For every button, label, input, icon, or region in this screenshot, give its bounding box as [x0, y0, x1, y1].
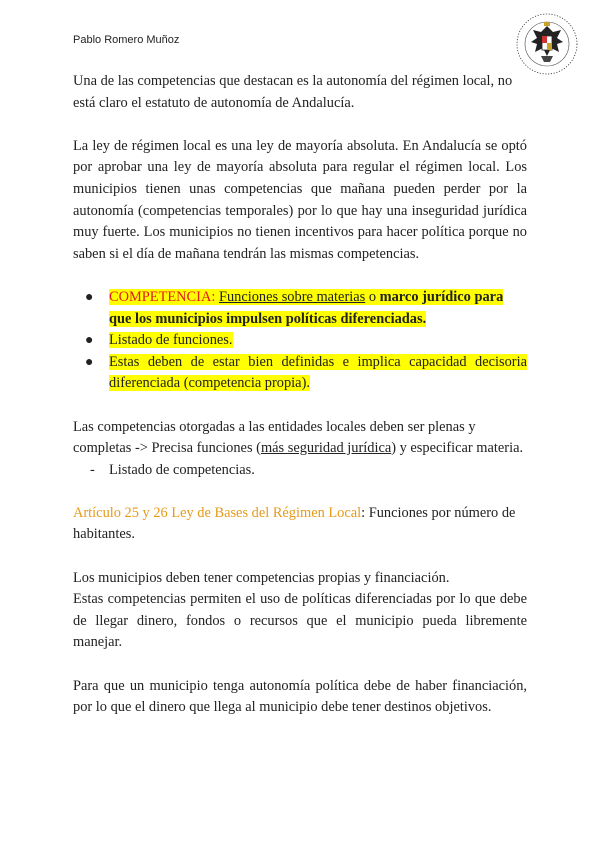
bullet-dot-icon: ● — [85, 333, 94, 349]
header-author: Pablo Romero Muñoz — [73, 34, 180, 46]
bullet-list — [73, 287, 527, 395]
law-reference: Artículo 25 y 26 Ley de Bases del Régimen Local — [73, 504, 362, 521]
bullet-definidas: ● Estas deben de estar bien definidas e implica capacidad decisoria diferenciada (competencia propia). — [85, 353, 527, 392]
paragraph-3: Las competencias otorgadas a las entidades locales deben ser plenas y completas -> Precisa funciones (más seguridad jurídica) y especificar materia. — [73, 418, 524, 457]
paragraph-5-line-1: Los municipios deben tener competencias propias y financiación. — [73, 569, 450, 586]
underlined-text: más seguridad jurídica — [260, 440, 392, 457]
paragraph-2: La ley de régimen local es una ley de mayoría absoluta. En Andalucía se optó por aprobar una ley de mayoría absoluta para regular el régimen local. Los municipios tienen unas competencias que mañana pueden perder por la autonomía (competencias temporales) por lo que hay una inseguridad jurídica muy fuerte. Los municipios no tienen incentivos para hacer política porque no saben si el día de mañana tendrán las mismas competencias. — [73, 137, 527, 262]
bullet-dot-icon: ● — [85, 354, 94, 370]
dash-list-item: - Listado de competencias. — [90, 461, 255, 478]
paragraph-4: Artículo 25 y 26 Ley de Bases del Régimen Local: Funciones por número de habitantes. — [73, 504, 516, 543]
document-body — [73, 71, 527, 719]
underlined-text: Funciones sobre materias — [218, 288, 366, 305]
paragraph-1: Una de las competencias que destacan es la autonomía del régimen local, no está claro el estatuto de autonomía de Andalucía. — [73, 73, 513, 111]
bullet-competencia: ● COMPETENCIA: Funciones sobre materias o marco jurídico para que los municipios impulsen políticas diferenciadas. — [85, 288, 504, 327]
paragraph-5-line-2: Estas competencias permiten el uso de políticas diferenciadas por lo que debe de llegar dinero, fondos o recursos que el municipio pueda libremente manejar. — [73, 591, 527, 651]
bullet-listado-funciones: ● Listado de funciones. — [73, 330, 527, 352]
bold-text: marco jurídico para que los municipios impulsen políticas diferenciadas. — [109, 288, 504, 327]
term-competencia: COMPETENCIA — [109, 288, 212, 305]
bullet-dot-icon: ● — [85, 289, 94, 305]
paragraph-6: Para que un municipio tenga autonomía política debe de haber financiación, por lo que el dinero que llega al municipio debe tener destinos objetivos. — [73, 677, 527, 716]
university-seal-icon — [515, 12, 579, 76]
